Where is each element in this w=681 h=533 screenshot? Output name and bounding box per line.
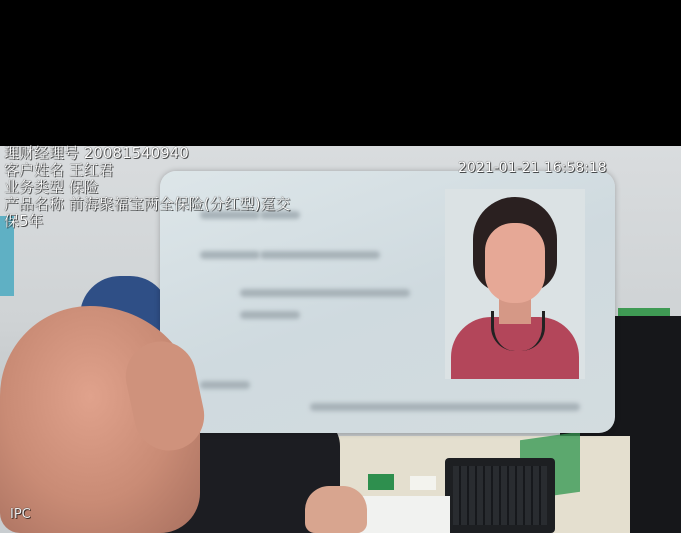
product-name-text: 产品名称 前海聚福宝两全保险(分红型)趸交 [4, 195, 291, 213]
paper-slip [410, 476, 436, 490]
small-green-card [368, 474, 394, 490]
client-name-text: 客户姓名 王红君 [4, 161, 114, 179]
top-black-band [0, 0, 681, 146]
portrait-photo [445, 189, 585, 379]
person-hand [305, 486, 367, 533]
term-text: 保5年 [4, 212, 44, 230]
timestamp: 2021-01-21 16:58:18 [458, 160, 607, 176]
keyboard [445, 458, 555, 533]
manager-id-text: 理财经理号 20081540940 [4, 144, 189, 162]
business-type-text: 业务类型 保险 [4, 178, 99, 196]
camera-label: IPC [10, 507, 31, 522]
paper [360, 496, 450, 533]
